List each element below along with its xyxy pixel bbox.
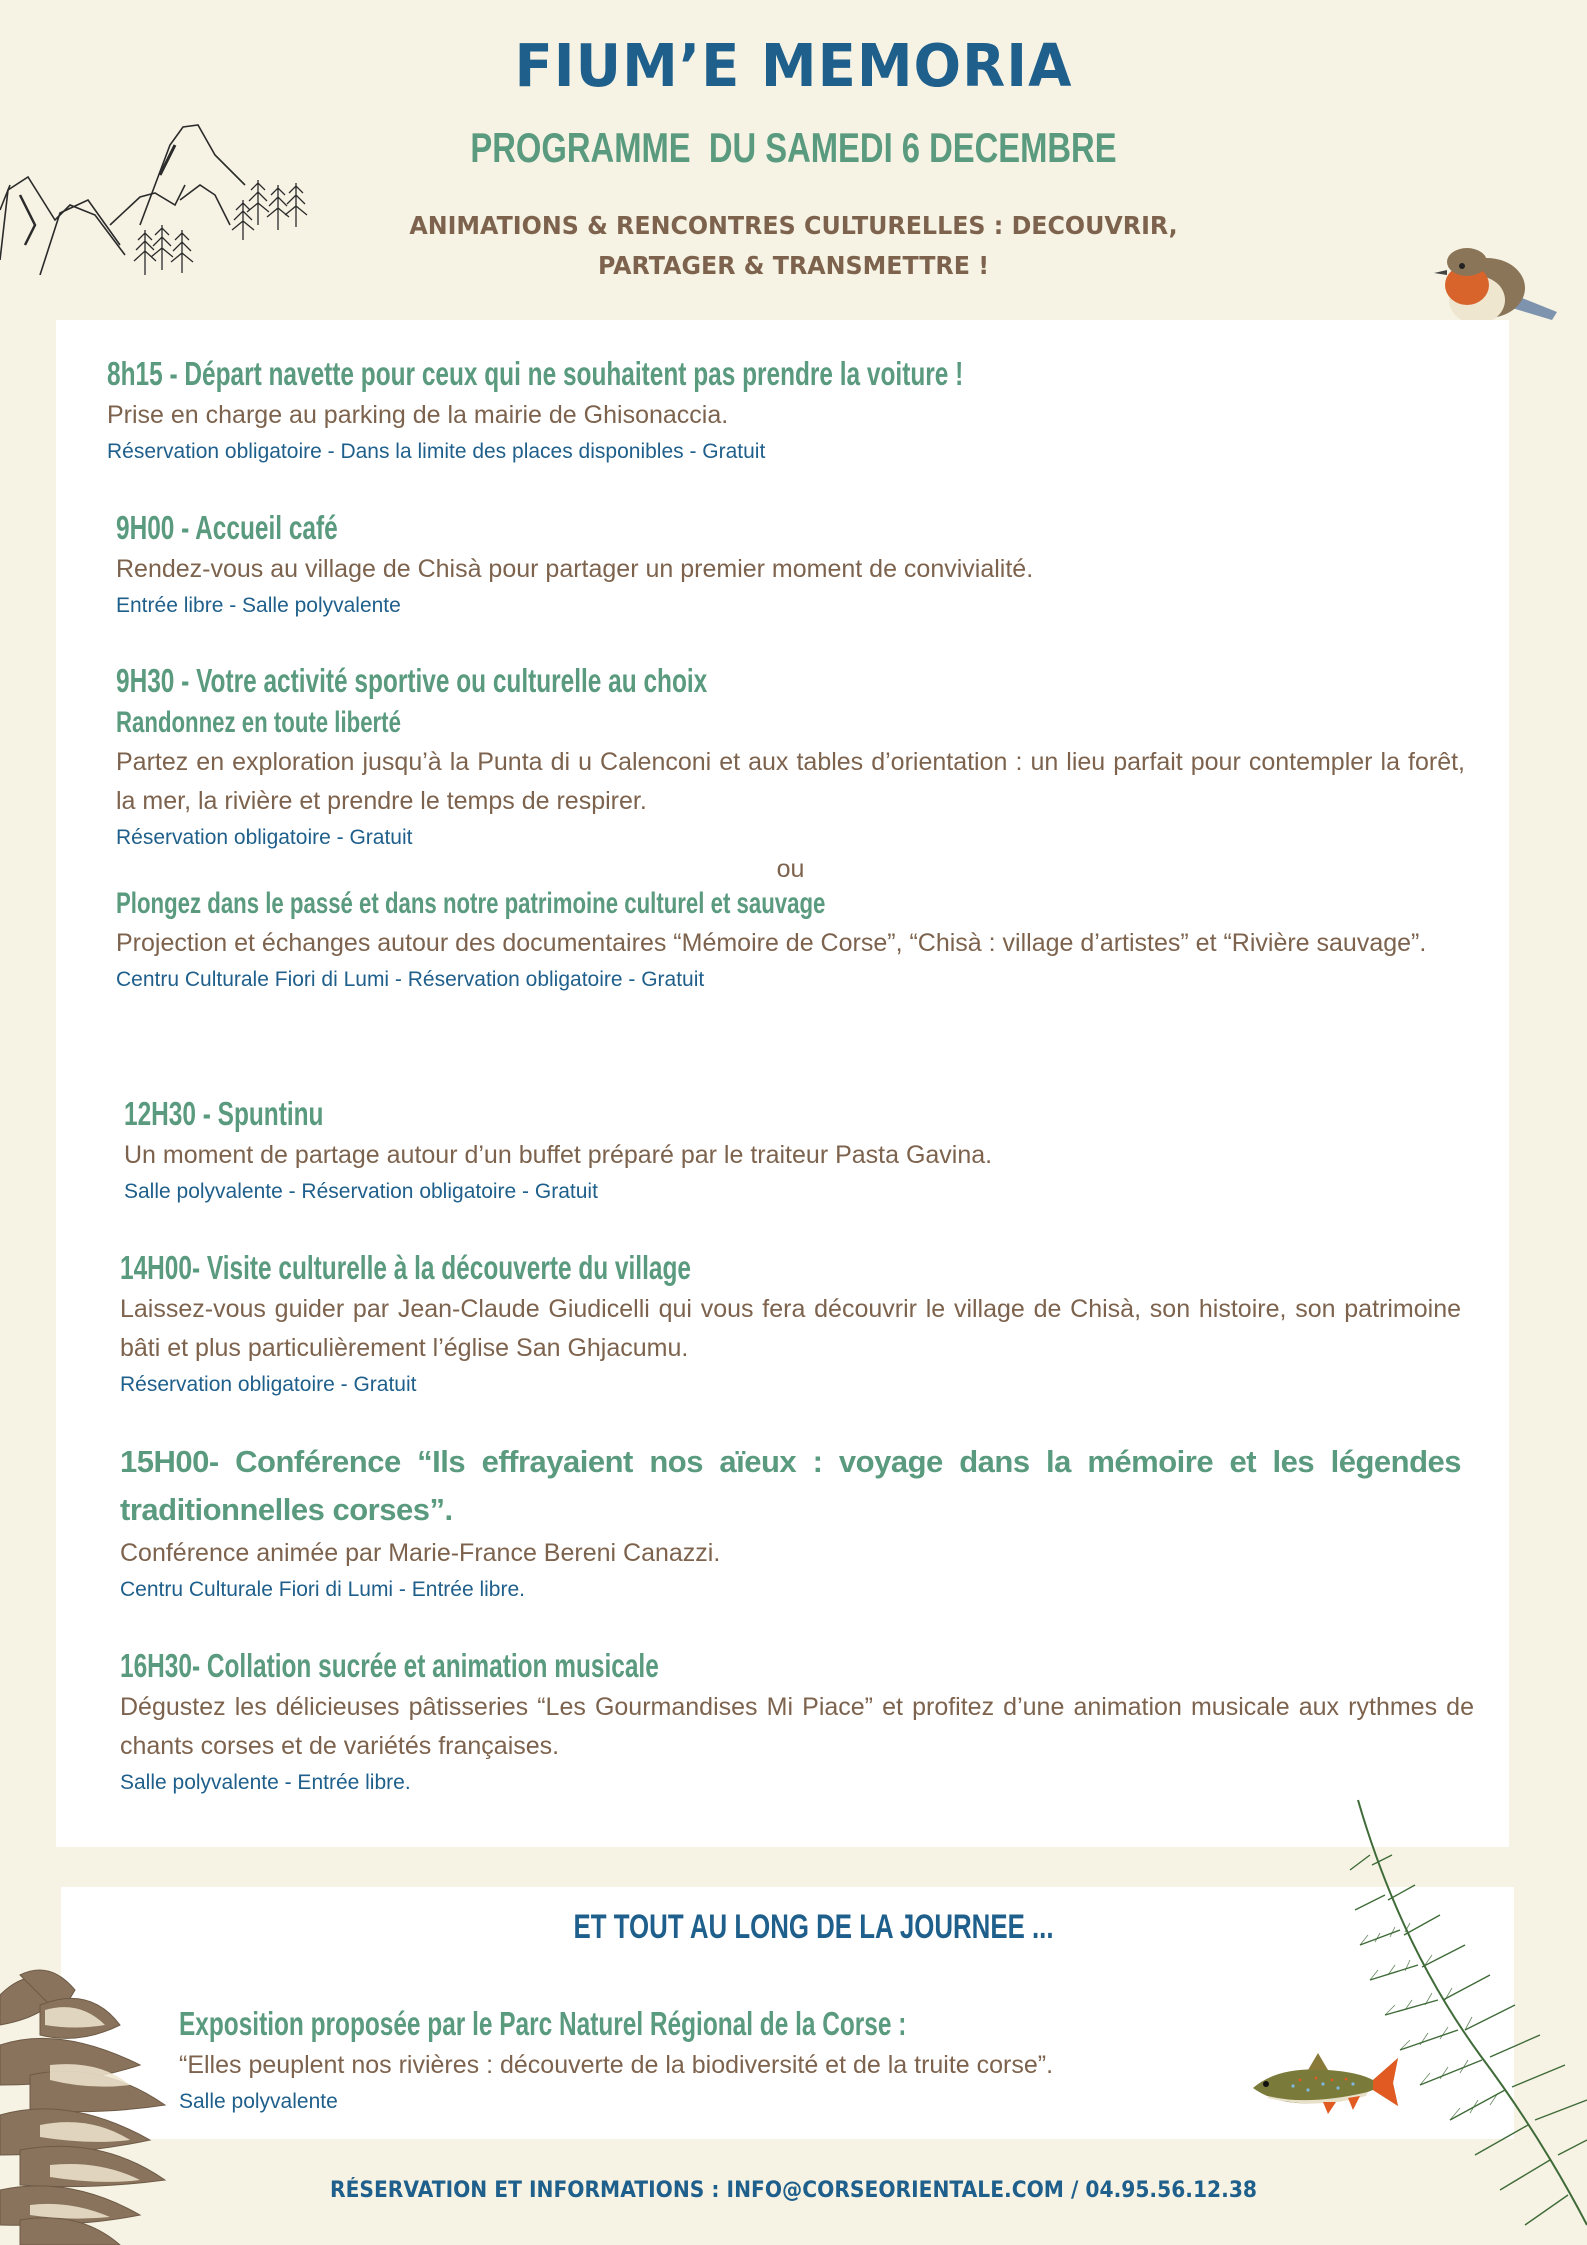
- event-info: Réservation obligatoire - Dans la limite des places disponibles - Gratuit: [107, 440, 766, 463]
- event-info: Salle polyvalente - Entrée libre.: [120, 1771, 411, 1794]
- option-1-info: Réservation obligatoire - Gratuit: [116, 826, 413, 849]
- event-title: 8h15 - Départ navette pour ceux qui ne souhaitent pas prendre la voiture !: [107, 355, 964, 392]
- event-title: 9H30 - Votre activité sportive ou culturelle au choix: [116, 662, 708, 699]
- event-info: Salle polyvalente - Réservation obligatoire - Gratuit: [124, 1180, 598, 1203]
- tagline-line-1: ANIMATIONS & RENCONTRES CULTURELLES : DECOUVRIR,: [409, 211, 1178, 240]
- contact-footer: RÉSERVATION ET INFORMATIONS : INFO@CORSEORIENTALE.COM / 04.95.56.12.38: [329, 2178, 1258, 2203]
- mountains-illustration: [0, 115, 310, 275]
- event-14h00: [120, 1246, 1461, 1402]
- program-date-subtitle: PROGRAMME DU SAMEDI 6 DECEMBRE: [470, 124, 1117, 171]
- event-8h15: [107, 352, 1467, 469]
- poster-title: FIUM’E MEMORIA: [514, 32, 1073, 101]
- event-title: 9H00 - Accueil café: [116, 509, 338, 546]
- event-description: Un moment de partage autour d’un buffet préparé par le traiteur Pasta Gavina.: [124, 1141, 993, 1169]
- event-description: Dégustez les délicieuses pâtisseries “Les Gourmandises Mi Piace” et profitez d’une animation musicale aux rythmes de chants corses et de variétés françaises.: [120, 1693, 1474, 1760]
- pinecone-illustration: [0, 1965, 175, 2245]
- event-info: Entrée libre - Salle polyvalente: [116, 594, 401, 617]
- event-9h30: [116, 659, 1465, 997]
- event-title: 15H00- Conférence “Ils effrayaient nos aïeux : voyage dans la mémoire et les légendes traditionnelles corses”.: [120, 1444, 1461, 1527]
- event-16h30: [120, 1644, 1474, 1800]
- all-day-heading: ET TOUT AU LONG DE LA JOURNEE ...: [573, 1908, 1054, 1946]
- option-separator: ou: [776, 855, 805, 883]
- option-1-description: Partez en exploration jusqu’à la Punta di u Calenconi et aux tables d’orientation : un lieu parfait pour contempler la forêt, la mer, la rivière et prendre le temps de respirer.: [116, 748, 1465, 815]
- event-title: 14H00- Visite culturelle à la découverte du village: [120, 1249, 691, 1286]
- option-2-description: Projection et échanges autour des documentaires “Mémoire de Corse”, “Chisà : village d’artistes” et “Rivière sauvage”.: [116, 929, 1427, 957]
- tagline-line-2: PARTAGER & TRANSMETTRE !: [597, 251, 990, 280]
- exhibition: [179, 2002, 1259, 2119]
- exhibition-title: Exposition proposée par le Parc Naturel Régional de la Corse :: [179, 2005, 907, 2042]
- event-info: Centru Culturale Fiori di Lumi - Entrée libre.: [120, 1578, 525, 1601]
- event-15h00: [120, 1438, 1461, 1607]
- option-1-subtitle: Randonnez en toute liberté: [116, 706, 401, 739]
- exhibition-info: Salle polyvalente: [179, 2090, 338, 2113]
- option-2-subtitle: Plongez dans le passé et dans notre patrimoine culturel et sauvage: [116, 887, 826, 920]
- event-description: Conférence animée par Marie-France Bereni Canazzi.: [120, 1539, 721, 1567]
- option-2-info: Centru Culturale Fiori di Lumi - Réservation obligatoire - Gratuit: [116, 968, 705, 991]
- event-description: Laissez-vous guider par Jean-Claude Giudicelli qui vous fera découvrir le village de Chisà, son histoire, son patrimoine bâti et plus particulièrement l’église San Ghjacumu.: [120, 1295, 1461, 1362]
- event-9h00: [116, 506, 1466, 623]
- event-title: 12H30 - Spuntinu: [124, 1095, 324, 1132]
- event-info: Réservation obligatoire - Gratuit: [120, 1373, 417, 1396]
- event-description: Rendez-vous au village de Chisà pour partager un premier moment de convivialité.: [116, 555, 1034, 583]
- event-title: 16H30- Collation sucrée et animation musicale: [120, 1647, 659, 1684]
- event-description: Prise en charge au parking de la mairie de Ghisonaccia.: [107, 401, 729, 429]
- event-12h30: [124, 1092, 1464, 1209]
- exhibition-description: “Elles peuplent nos rivières : découverte de la biodiversité et de la truite corse”.: [179, 2051, 1054, 2079]
